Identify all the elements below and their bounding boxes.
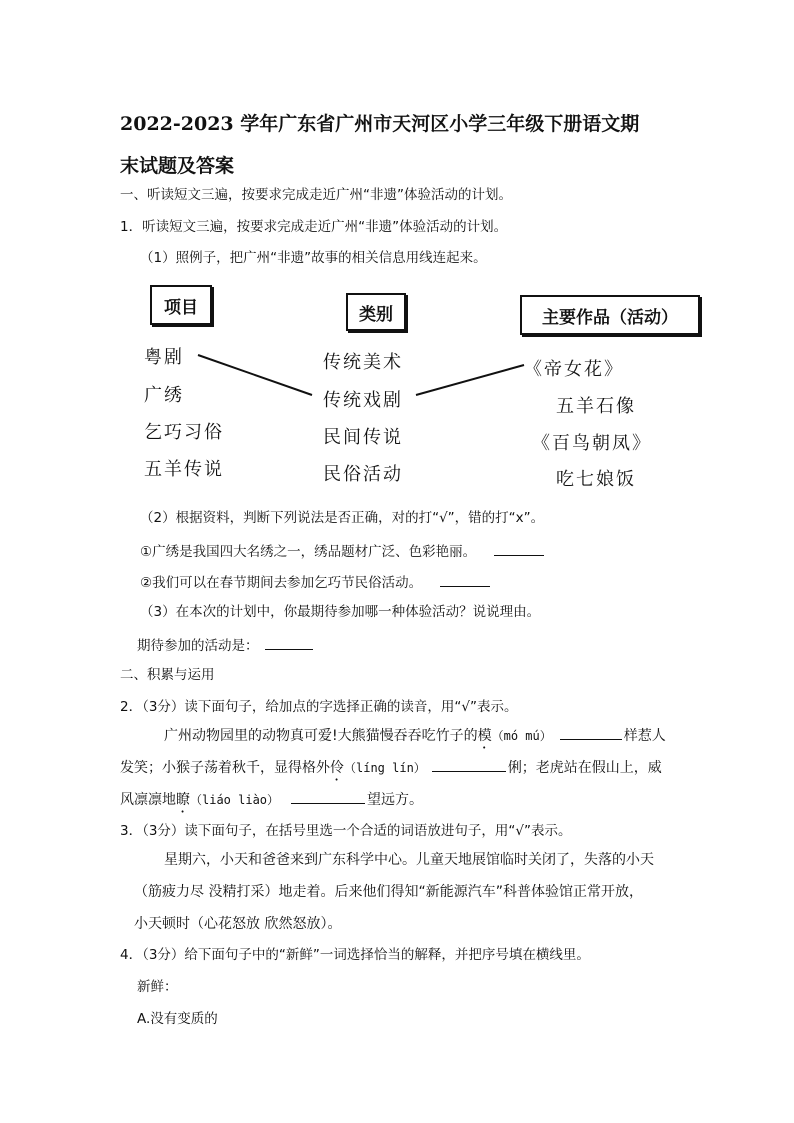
header-works: 主要作品（活动） xyxy=(520,295,700,335)
question-1-part-1: （1）照例子，把广州“非遗”故事的相关信息用线连起来。 xyxy=(140,250,487,266)
connection-lines xyxy=(140,285,710,490)
title-line-2: 末试题及答案 xyxy=(120,155,235,177)
question-1-part-2: （2）根据资料，判断下列说法是否正确，对的打“√”，错的打“x”。 xyxy=(140,510,545,526)
question-3: 3．（3分）读下面句子，在括号里选一个合适的词语放进句子，用“√”表示。 xyxy=(120,823,572,839)
statement-2-text: ②我们可以在春节期间去参加乞巧节民俗活动。 xyxy=(140,575,423,591)
line-yueju-to-drama xyxy=(198,355,312,395)
header-project: 项目 xyxy=(150,285,212,325)
q4-word-label: 新鲜： xyxy=(137,979,178,995)
category-item: 传统戏剧 xyxy=(323,390,403,411)
project-item: 粤剧 xyxy=(144,347,184,368)
statement-1 xyxy=(140,540,546,562)
project-item: 广绣 xyxy=(144,385,184,406)
category-item: 传统美术 xyxy=(323,352,403,373)
category-item: 民俗活动 xyxy=(323,464,403,485)
section-1-heading: 一、听读短文三遍，按要求完成走近广州“非遗”体验活动的计划。 xyxy=(120,187,512,203)
category-item: 民间传说 xyxy=(323,427,403,448)
question-2: 2．（3分）读下面句子，给加点的字选择正确的读音，用“√”表示。 xyxy=(120,699,518,715)
project-item: 乞巧习俗 xyxy=(144,422,224,443)
q3-sentence-line-1: 星期六，小天和爸爸来到广东科学中心。儿童天地展馆临时关闭了，失落的小天 xyxy=(164,852,654,868)
answer-blank[interactable] xyxy=(494,540,544,556)
expected-activity-label: 期待参加的活动是： xyxy=(137,638,259,654)
work-item: 《帝女花》 xyxy=(524,359,624,380)
answer-blank[interactable] xyxy=(560,724,622,740)
line-drama-to-dinuhua xyxy=(416,365,524,395)
statement-1-text: ①广绣是我国四大名绣之一，绣品题材广泛、色彩艳丽。 xyxy=(140,544,477,560)
expected-activity-line xyxy=(137,634,315,656)
answer-blank[interactable] xyxy=(440,571,490,587)
question-1-part-3: （3）在本次的计划中，你最期待参加哪一种体验活动？说说理由。 xyxy=(140,604,541,620)
question-4: 4．（3分）给下面句子中的“新鲜”一词选择恰当的解释，并把序号填在横线里。 xyxy=(120,947,590,963)
project-item: 五羊传说 xyxy=(144,459,224,480)
work-item: 吃七娘饭 xyxy=(556,469,636,490)
q3-sentence-line-2: （筋疲力尽 没精打采）地走着。后来他们得知“新能源汽车”科普体验馆正常开放， xyxy=(134,884,643,900)
answer-blank[interactable] xyxy=(265,634,313,650)
matching-diagram xyxy=(140,285,710,490)
header-category: 类别 xyxy=(346,293,406,331)
q4-option-a: A.没有变质的 xyxy=(137,1011,218,1027)
answer-blank[interactable] xyxy=(291,788,365,804)
work-item: 五羊石像 xyxy=(556,396,636,417)
dotted-char: 模 xyxy=(477,728,492,744)
q3-sentence-line-3: 小天顿时（心花怒放 欣然怒放）。 xyxy=(134,916,342,932)
q2-sentence-line-2: 发笑；小猴子荡着秋千，显得格外伶（líng lín） 俐；老虎站在假山上，威 xyxy=(120,752,662,784)
q2-sentence-line-1: 广州动物园里的动物真可爱!大熊猫慢吞吞吃竹子的模（mó mú） 样惹人 xyxy=(164,720,666,752)
title-line-1: 2022-2023 学年广东省广州市天河区小学三年级下册语文期 xyxy=(120,113,640,135)
answer-blank[interactable] xyxy=(432,756,506,772)
dotted-char: 伶 xyxy=(330,760,344,776)
document-title xyxy=(120,103,720,187)
work-item: 《百鸟朝凤》 xyxy=(532,433,652,454)
statement-2 xyxy=(140,571,492,593)
section-2-heading: 二、积累与运用 xyxy=(120,667,215,683)
dotted-char: 瞭 xyxy=(176,792,190,808)
q2-sentence-line-3: 风凛凛地瞭（liáo liào） 望远方。 xyxy=(120,784,423,816)
question-1: 1．听读短文三遍，按要求完成走近广州“非遗”体验活动的计划。 xyxy=(120,219,508,235)
